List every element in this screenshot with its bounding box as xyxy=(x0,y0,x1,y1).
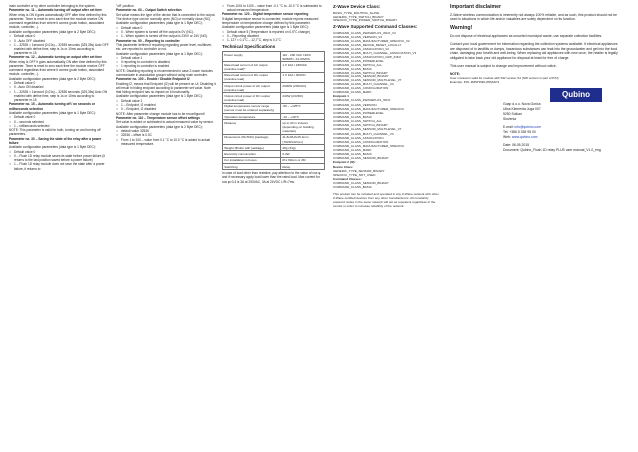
command-class-line: COMMAND_CLASS_MULTI_CHANNEL_ASSOCIATION_V3 xyxy=(333,50,417,55)
paragraph: COMMAND_CLASS_SWITCH_ALL xyxy=(333,119,383,124)
bullet-item: • 0 – Endpoint, I2 disabled xyxy=(116,107,216,111)
spec-key: Dimensions (WxHxD) (package) xyxy=(223,134,281,144)
spec-row xyxy=(223,62,325,72)
bullet-item: • 1 - When system is turned off the output is 230V or 24V (NO). xyxy=(116,34,216,38)
spec-key: Switching xyxy=(223,163,281,169)
bullet-item: • From 1001 to 1100 – value from -0.1 °C to -10.0 °C is subtracted to actual measured temperature. xyxy=(222,4,325,12)
section-heading: Parameter no. 63 – Output Switch selection xyxy=(116,8,182,13)
tel-row: Tel: +386 5 335 95 00 xyxy=(503,129,536,134)
city: 5250 Solkan xyxy=(503,111,522,116)
section-heading: Device Class: xyxy=(333,164,354,169)
paragraph: If digital temperature sensor is connected, module reports measured temperature on temperature change defined by this parameter. xyxy=(222,16,319,26)
spec-key: Rated load current of AC output (resistive load)* xyxy=(223,62,281,72)
spec-value: Ø ≥ 60mm or 2M xyxy=(281,157,325,163)
paragraph: COMMAND_CLASS_BASIC xyxy=(333,152,372,157)
column-4-text xyxy=(333,95,440,209)
spec-key: Power supply xyxy=(223,52,281,62)
command-class-line: COMMAND_CLASS_ASSOCIATION_V2 xyxy=(333,46,390,51)
note-text: User manual is valid for module with SW version S1 (SW version is part of P/N) xyxy=(450,75,559,80)
bullet-item: • 0 - When system is turned off the output is 0V (NC). xyxy=(116,30,216,34)
spec-value: 110 - 230 VAC ±10% 50/60Hz, 24-30VDC xyxy=(281,52,325,62)
section-heading: Endpoint 1 xyxy=(333,94,349,99)
bullet-item: • 1- 127 = 0,1°C – 12,7°C, step is 0,1°C xyxy=(222,38,325,42)
bullet-item: • 0 - Auto ON disabled xyxy=(9,85,109,89)
country: Slovenia xyxy=(503,116,517,121)
command-class-line: COMMAND_CLASS_MARK xyxy=(333,90,372,95)
spec-key: Digital temperature sensor range (sensor must be ordered separately) xyxy=(223,103,281,113)
column-2 xyxy=(116,4,216,146)
disclaimer-title: Important disclaimer xyxy=(450,4,502,10)
bullet-item: • 0 – Flush 1D relay module saves its state before power failure (it returns to the last position saved before a power failure) xyxy=(9,154,109,162)
section-heading: Parameter no. 100 – Enable / Disable Endpoint I2 xyxy=(116,77,190,82)
change-notice: This user manual is subject to change and improvement without notice. xyxy=(450,63,557,68)
paragraph: COMMAND_CLASS_SENSOR_BINARY xyxy=(333,156,389,161)
bullet-item: • 1 – 32535 = 1second (0,01s) – 32535 seconds (325,35s) Auto OFF enabled with define time, step is 1s or 10ms according to parameter nr.15 xyxy=(9,43,109,56)
paragraph: COMMAND_CLASS_MANUFACTURER_SPECIFIC xyxy=(333,143,405,148)
spec-row xyxy=(223,72,325,82)
command-class-line: COMMAND_CLASS_CONFIGURATION xyxy=(333,86,389,91)
spec-key: Output circuit power of DC output (resistive load) xyxy=(223,93,281,103)
paragraph: This product can be included and operated in any Z-Wave network with other Z-Wave certified devices from any other manufacturers. All constantly powered nodes in the same network will act as repeaters regardless of the vendor in order to increase reliability of the network. xyxy=(333,192,439,209)
web-link[interactable]: www.qubino.com xyxy=(511,134,538,139)
paragraph: Available configuration parameters (data type is 2 Byte DEC): xyxy=(9,29,96,34)
bullet-item: • 1 – Endpoint, I2 enabled xyxy=(116,103,216,107)
bullet-item: • 0 – Reporting disabled xyxy=(222,34,325,38)
paragraph: Set value means the type of the device that is connected to the output. The device type can be normally open (NO) or normally close (NC). xyxy=(116,12,216,22)
paragraph: COMMAND_CLASS_CONFIGURATION xyxy=(333,139,389,144)
paragraph: Available configuration parameters (data type is 1 Byte DEC): xyxy=(116,94,203,99)
paragraph: Available configuration parameters (data type is 1 Byte DEC): xyxy=(116,51,203,56)
bullet-item: • Default value 0 xyxy=(9,34,109,38)
paragraph: COMMAND_CLASS_MULTI_CHANNEL_V4 xyxy=(333,131,394,136)
paragraph: "off" position xyxy=(116,4,134,8)
command-class-line: COMMAND_CLASS_SENSOR_MULTILEVEL_V7 xyxy=(333,78,402,83)
spec-value: -50 ~ +125°C xyxy=(281,103,325,113)
paragraph: COMMAND_CLASS_ASSOCIATION xyxy=(333,135,384,140)
command-class-line: COMMAND_CLASS_SWITCH_BINARY xyxy=(333,70,388,75)
spec-key: Distance xyxy=(223,120,281,134)
spec-row xyxy=(223,163,325,169)
bullet-item: • 1 – Flush 1D relay module does not save the state after a power failure, it returns to xyxy=(9,162,109,170)
company-name: Goap d.o.o. Nova Gorica xyxy=(503,101,541,106)
bullet-item: • Default value 0 xyxy=(116,26,216,30)
paragraph: SPECIFIC_TYPE_NOT_USED xyxy=(333,172,376,177)
command-class-line: COMMAND_CLASS_SENSOR_BINARY xyxy=(333,74,389,79)
paragraph: When relay is ON it goes automatically OFF after time defined by this parameter. Timer is reset to zero each time the module receive ON command regardless from where it comes (push button, associated module, controller,..). xyxy=(9,12,107,30)
bullet-item: • 0 - Auto OFF disabled xyxy=(9,39,109,43)
bullet-item: • Default value 1 xyxy=(116,99,216,103)
bullet-item: • Default value 0 xyxy=(9,115,109,119)
paragraph: COMMAND_CLASS_SENSOR_MULTILEVEL_V7 xyxy=(333,127,402,132)
spec-key: Output circuit power of AC output (resistive load) xyxy=(223,83,281,93)
device-class-line: GENERIC_TYPE_SWITCH_BINARY xyxy=(333,14,384,19)
command-class-line: COMMAND_CLASS_MANUFACTURER_SPECIFIC_V2 xyxy=(333,38,410,43)
paragraph: COMMAND_CLASS_SENSOR_BINARY xyxy=(333,181,389,186)
spec-value: 0,4W xyxy=(281,151,325,157)
section-heading: Parameter no. 12 – Automatic turning on output after set time xyxy=(9,55,102,60)
spec-value: 1 X 10A / 30VDC xyxy=(281,72,325,82)
street: Ulica Klementa Juga 007 xyxy=(503,106,541,111)
section-heading: Parameter no. 30 – Saving the state of the relay after a power failure xyxy=(9,136,102,145)
column-3-text xyxy=(222,4,325,43)
section-heading: Parameter no. 110 – Temperature sensor offset settings xyxy=(116,115,200,120)
note-example: Example: P/N: ZMNHND1(H#)S1P1 xyxy=(450,79,500,84)
email-link[interactable]: info@qubino.com xyxy=(514,124,541,129)
column-1 xyxy=(9,4,109,171)
email-row: E-mail: info@qubino.com xyxy=(503,124,541,129)
spec-key: Weight (Brutto with package) xyxy=(223,145,281,151)
zwave-class-list xyxy=(333,12,440,24)
section-heading: Parameter no. 90 – Reporting to controller xyxy=(116,38,180,43)
contact-address xyxy=(503,102,620,139)
zwave-cc-title: Z-Wave Supported Command Classes: xyxy=(333,24,418,30)
device-class-line: SPECIFIC_TYPE_POWER_SWITCH_BINARY xyxy=(333,18,398,23)
spec-value: 1 X 10A / 230VAC xyxy=(281,62,325,72)
spec-value: 2300W (230VAC) xyxy=(281,83,325,93)
spec-value: 28g (34g) xyxy=(281,145,325,151)
paragraph: NOTE: This parameter is valid for both, turning on and turning off parameters. xyxy=(9,128,101,137)
bullet-item: • default value 32536 xyxy=(116,129,216,133)
spec-row xyxy=(223,103,325,113)
paragraph: GENERIC_TYPE_SENSOR_BINARY xyxy=(333,168,385,173)
bullet-item: • 0 reporting to controller is disabled xyxy=(116,60,216,64)
bullet-item: • 0 – seconds selected xyxy=(9,120,109,124)
paragraph: NOTE: After parameter change module has to be reconfigured! xyxy=(116,111,205,116)
command-class-line: COMMAND_CLASS_ZWAVEPLUS_INFO_V2 xyxy=(333,30,396,35)
spec-key: Rated load current of DC output (resistive load) xyxy=(223,72,281,82)
spec-row xyxy=(223,120,325,134)
tech-spec-title: Technical Specifications xyxy=(222,43,276,49)
column-4 xyxy=(333,4,440,209)
spec-value: up to 30 m indoors (depending on building materials) xyxy=(281,120,325,134)
spec-row xyxy=(223,134,325,144)
paragraph: COMMAND_CLASS_ZWAVEPLUS_INFO xyxy=(333,98,391,103)
column-5 xyxy=(450,4,620,152)
paragraph: Available configuration parameters (data type is 1 Byte DEC): xyxy=(9,145,96,150)
command-class-line: COMMAND_CLASS_POWERLEVEL xyxy=(333,58,384,63)
section-heading: Parameter no. 15 – Automatic turning off / on seconds or milliseconds selection xyxy=(9,102,95,111)
paragraph: COMMAND_CLASS_BASIC xyxy=(333,185,372,190)
bullet-item: • From 1 to 100 – value from 0.1 °C to 10.0 °C is added to actual measured temperature. xyxy=(116,138,216,146)
command-class-line: COMMAND_CLASS_DEVICE_RESET_LOCALLY xyxy=(333,42,402,47)
section-heading: Parameter no. 120 – Digital temperature sensor reporting xyxy=(222,12,309,17)
paragraph: Available configuration parameters (data type is 1 Byte DEC): xyxy=(116,21,203,26)
paragraph: COMMAND_CLASS_VERSION xyxy=(333,102,377,107)
command-class-line: COMMAND_CLASS_MULTI_CHANNEL_V4 xyxy=(333,82,394,87)
spec-value: -10 ~ +40°C xyxy=(281,114,325,120)
bullet-item: • 1 – milliseconds selected xyxy=(9,124,109,128)
column-3 xyxy=(222,4,325,184)
paragraph: Enabling I2, means that Endpoint (I2) will be present on UI. Disabling it will result in hiding endpoint according to parameter set value. Note that hiding endpoint has no impact on it functionality. xyxy=(116,81,216,95)
paragraph: This parameter defines if reporting regarding power level, multilevel, etc. are reported to controller or not. xyxy=(116,42,212,52)
paragraph: COMMAND_CLASS_BASIC xyxy=(333,114,372,119)
paragraph: Available configuration parameters (data type is 2 Byte DEC): xyxy=(116,124,203,129)
paragraph: Set value is added or subtracted to actual measured value by sensor. xyxy=(116,120,214,125)
web-row: Web: www.qubino.com xyxy=(503,134,538,139)
bullet-item: • Default value 1 xyxy=(116,56,216,60)
bullet-item: • 1 – 32535 = 1second (0,01s) – 32536 seconds (325,35s) Auto ON enabled with define time, step is 1s or 10ms according to parameter nr.15 xyxy=(9,90,109,103)
spec-value: Relay xyxy=(281,163,325,169)
warning-text-2: Contact your local government for information regarding the collection systems available. If electrical appliances are disposed of in landfills or dumps, hazardous substances can leak into the groundwater and get into the food chain, damaging your health and well-being. When replacing old appliances with new once, the retailer is legally obligated to take back your old appliance for disposal at least for free of charge. xyxy=(450,42,618,60)
spec-value: 240W (24VDC) xyxy=(281,93,325,103)
document-date: Date: 06.05.2015 xyxy=(503,143,530,148)
paragraph: When relay is OFF it goes automatically ON after time defined by this parameter. Timer is reset to zero each time the module receive OFF command regardless from where it comes (push button, associated module, controller,..). xyxy=(9,59,107,77)
spec-key: Electricity consumption xyxy=(223,151,281,157)
tel-value: +386 5 335 95 00 xyxy=(509,129,536,134)
qubino-logo: Qubino xyxy=(550,88,602,102)
section-heading: Endpoint 2 (I2): xyxy=(333,160,356,165)
tech-spec-table xyxy=(222,51,325,170)
zwave-class-title: Z-Wave Device Class: xyxy=(333,4,381,9)
command-class-line: COMMAND_CLASS_ASSOCIATION_GRP_INFO xyxy=(333,54,401,59)
paragraph: NOTE: Disabling reporting is recommended in case Z-wave modules communicate in association groups without using main controller. xyxy=(116,68,213,77)
spec-key: Operation temperature xyxy=(223,114,281,120)
disclaimer-text: Z-Wave wireless communication is inherently not always 100% reliable, and as such, this product should not be used in situations in which life and/or valuables are solely dependent on its function. xyxy=(450,12,618,22)
paragraph: Available configuration parameters (data type is 2 Byte DEC): xyxy=(9,76,96,81)
bullet-item: • Default value 0 xyxy=(9,150,109,154)
device-class-line: BASIC_TYPE_ROUTING_SLAVE xyxy=(333,10,380,15)
tech-spec-note: In case of load other than resistive, pay attention to the value of cos φ and if necessary apply load lower than the rated load. Max current for cos φ=0,4 is 3A at 250VAC, 3A at 24VDC L/R=7ms. xyxy=(222,171,321,184)
spec-row xyxy=(223,93,325,103)
command-class-line: COMMAND_CLASS_VERSION_V2 xyxy=(333,34,383,39)
command-class-line: COMMAND_CLASS_SWITCH_ALL xyxy=(333,62,383,67)
spec-value: 41,8x36,8x15.4mm (79x52x22mm) xyxy=(281,134,325,144)
spec-row xyxy=(223,83,325,93)
paragraph: COMMAND_CLASS_POWERLEVEL xyxy=(333,110,384,115)
note-title: NOTE: xyxy=(450,71,460,76)
document-name: Document: Qubino_Flush 1D relay PLUS user manual_V1.0_eng xyxy=(503,147,601,152)
paragraph: COMMAND_CLASS_MARK xyxy=(333,148,372,153)
section-heading: Command Classes: xyxy=(333,177,362,182)
zwave-cc-list xyxy=(333,32,440,95)
bullet-item: • Default value 0 xyxy=(9,81,109,85)
bullet-item: • Default value 5 (Temperature is reported on 0.5°C change) xyxy=(222,30,325,34)
paragraph: main controller or by other controller belonging to the system. xyxy=(9,4,96,8)
spec-row xyxy=(223,52,325,62)
section-heading: Parameter no. 11 – Automatic turning off output after set time xyxy=(9,8,102,13)
warning-text-1: Do not dispose of electrical appliances as unsorted municipal waste, use separate collection facilities. xyxy=(450,34,603,39)
bullet-item: • 32536 – offset is 0.0C xyxy=(116,133,216,137)
paragraph: COMMAND_CLASS_MANUFACTURER_SPECIFIC xyxy=(333,106,405,111)
command-class-line: COMMAND_CLASS_BASIC xyxy=(333,66,372,71)
spec-key: For installation in boxes xyxy=(223,157,281,163)
paragraph: Available configuration parameters (data type is 1 Byte DEC): xyxy=(9,110,96,115)
bullet-item: • 1 reporting to controller is enabled xyxy=(116,64,216,68)
paragraph: Available configuration parameters (data type is 1 Byte DEC): xyxy=(222,25,309,30)
paragraph: COMMAND_CLASS_SWITCH_BINARY xyxy=(333,123,388,128)
warning-title: Warning! xyxy=(450,25,473,32)
